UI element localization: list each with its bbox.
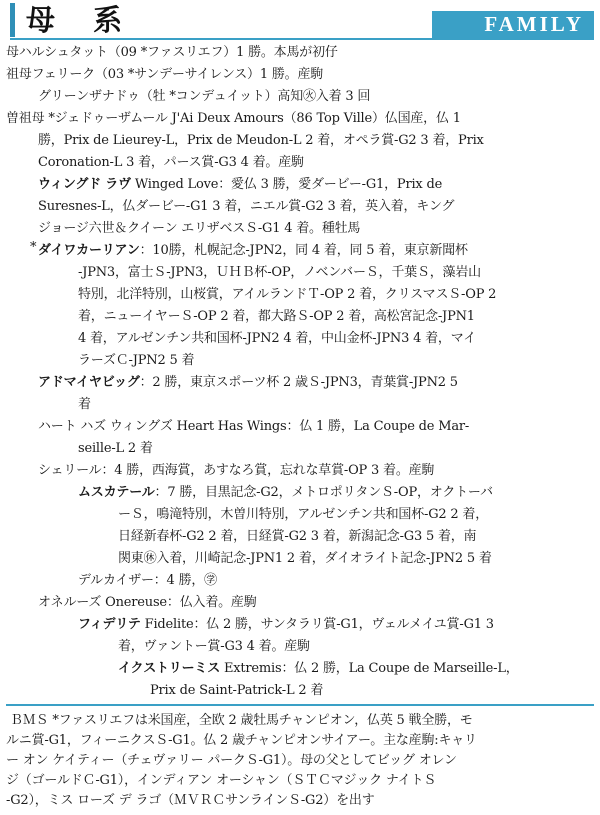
horse-entry: フィデリテ Fidelite：仏 2 勝，サンタラリ賞-G1，ヴェルメイユ賞-G1 3 — [78, 617, 494, 632]
text-line: 勝，Prix de Lieurey-L，Prix de Meudon-L 2 着，オペラ賞-G2 3 着，Prix — [38, 133, 484, 148]
horse-entry: ムスカテール：7 勝，目黒記念-G2，メトロポリタンＳ-OP，オクトーバ — [78, 485, 493, 500]
section-title: 母 系 — [26, 3, 137, 37]
text-line: Prix de Saint-Patrick-L 2 着 — [150, 683, 324, 698]
horse-entry: デルカイザー：4 勝，㊫ — [78, 573, 217, 588]
third-dam-line: 曽祖母 *ジェドゥーザムール J'Ai Deux Amours（86 Top Ville）仏国産，仏 1 — [6, 111, 461, 126]
section-header — [0, 0, 600, 40]
text-line: 特別，北洋特別，山桜賞，アイルランドＴ-OP 2 着，クリスマスＳ-OP 2 — [78, 287, 497, 302]
bms-line: -G2），ミス ローズ デ ラゴ（ＭＶＲＣサンラインＳ-G2）を出す — [6, 793, 375, 808]
bms-section — [6, 704, 594, 814]
bms-line: ＢＭＳ *ファスリエフは米国産，全欧 2 歳牡馬チャンピオン，仏英 5 戦全勝，モ — [10, 713, 473, 728]
text-line: ジョージ六世＆クイーン エリザベスＳ-G1 4 着。種牡馬 — [38, 221, 361, 236]
text-line: 4 着，アルゼンチン共和国杯-JPN2 4 着，中山金杯-JPN3 4 着，マイ — [78, 331, 477, 346]
import-mark: * — [30, 240, 37, 255]
family-label: FAMILY — [432, 11, 594, 38]
horse-entry: ハート ハズ ウィングズ Heart Has Wings：仏 1 勝，La Coupe de Mar- — [38, 419, 470, 434]
text-line: 関東㊡入着，川崎記念-JPN1 2 着，ダイオライト記念-JPN2 5 着 — [118, 551, 492, 566]
horse-entry: オネルーズ Onereuse：仏入着。産駒 — [38, 595, 257, 610]
dam-line: 母ハルシュタット（09 *ファスリエフ）1 勝。本馬が初仔 — [6, 45, 338, 60]
horse-entry: シェリール：4 勝，西海賞，あすなろ賞，忘れな草賞-OP 3 着。産駒 — [38, 463, 435, 478]
granddam-line: 祖母フェリーク（03 *サンデーサイレンス）1 勝。産駒 — [6, 67, 324, 82]
text-line: -JPN3，富士Ｓ-JPN3，ＵＨＢ杯-OP，ノベンバーＳ，千葉Ｓ，藻岩山 — [78, 265, 481, 280]
bms-line: ジ（ゴールドＣ-G1），インディアン オーシャン（ＳＴＣマジック ナイトＳ — [6, 773, 437, 788]
text-line: 日経新春杯-G2 2 着，日経賞-G2 3 着，新潟記念-G3 5 着，南 — [118, 529, 477, 544]
horse-entry: ウィングド ラヴ Winged Love：愛仏 3 勝，愛ダービー-G1，Prix de — [38, 177, 443, 192]
text-line: ラーズＣ-JPN2 5 着 — [78, 353, 195, 368]
header-accent-bar — [10, 3, 15, 37]
text-line: Suresnes-L，仏ダービー-G1 3 着，ニエル賞-G2 3 着，英入着，キング — [38, 199, 455, 214]
text-line: seille-L 2 着 — [78, 441, 153, 456]
granddam-produce-line: グリーンザナドゥ（牡 *コンデュイット）高知㊋入着 3 回 — [38, 89, 371, 104]
text-line: ーＳ，鳴滝特別，木曽川特別，アルゼンチン共和国杯-G2 2 着， — [118, 507, 489, 522]
text-line: 着，ニューイヤーＳ-OP 2 着，都大路Ｓ-OP 2 着，高松宮記念-JPN1 — [78, 309, 475, 324]
horse-entry: アドマイヤビッグ：2 勝，東京スポーツ杯 2 歳Ｓ-JPN3，青葉賞-JPN2 5 — [38, 375, 458, 390]
horse-entry: イクストリーミス Extremis：仏 2 勝，La Coupe de Marseille-L， — [118, 661, 519, 676]
bms-line: ルニ賞-G1，フィーニクスＳ-G1。仏 2 歳チャンピオンサイアー。主な産駒:キャリ — [6, 733, 477, 748]
header-rule — [10, 38, 594, 40]
bms-line: ー オン ケイティー（チェヴァリー パークＳ-G1）。母の父としてビッグ オレン — [6, 753, 457, 768]
horse-entry: ダイワカーリアン：10勝，札幌記念-JPN2，同 4 着，同 5 着，東京新聞杯 — [38, 243, 468, 258]
text-line: 着，ヴァントー賞-G3 4 着。産駒 — [118, 639, 310, 654]
text-line: Coronation-L 3 着，パース賞-G3 4 着。産駒 — [38, 155, 304, 170]
text-line: 着 — [78, 397, 91, 412]
